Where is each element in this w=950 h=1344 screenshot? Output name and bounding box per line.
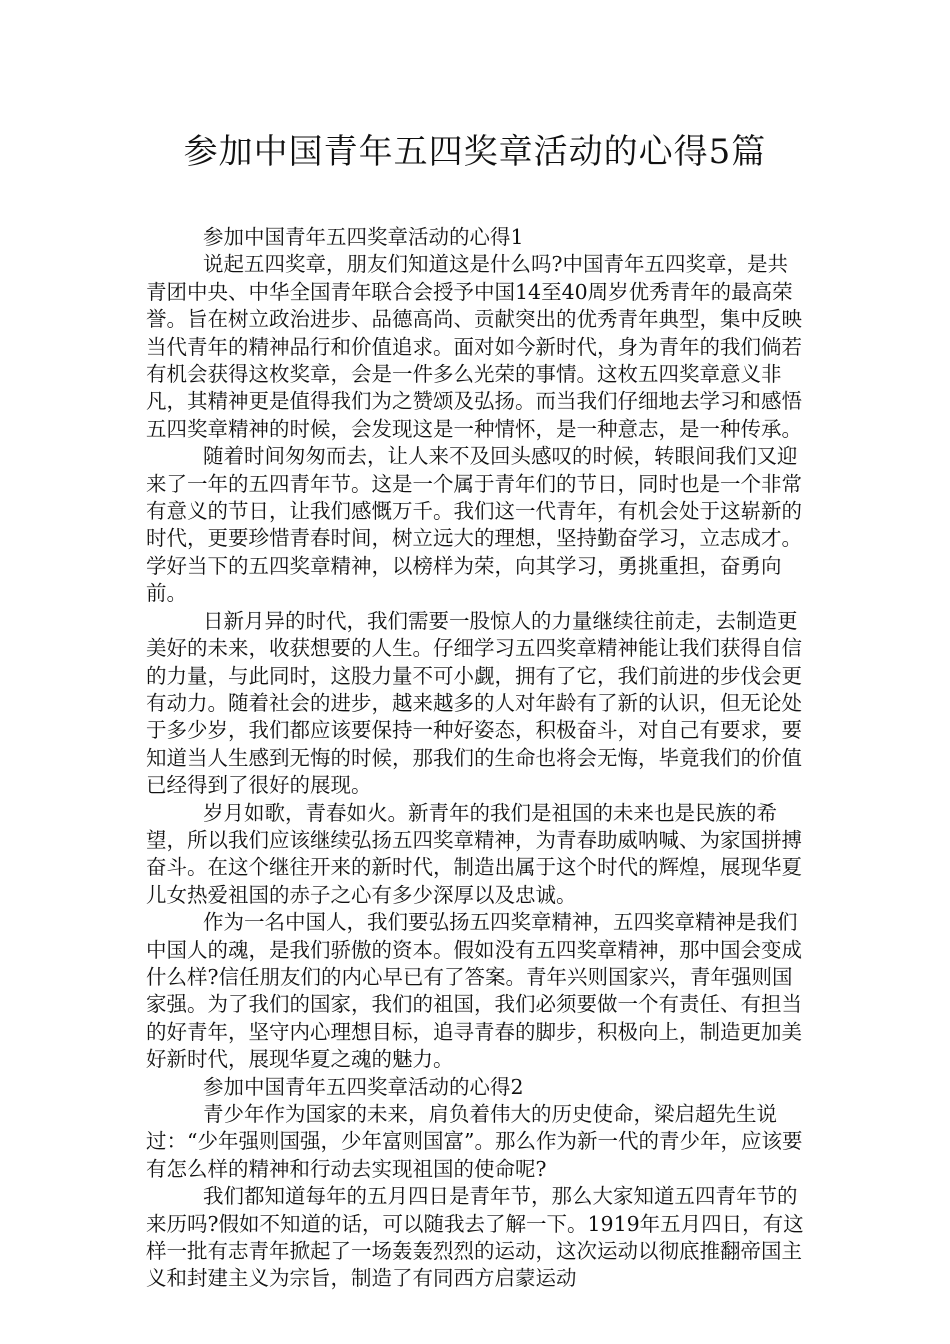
document-title: 参加中国青年五四奖章活动的心得5篇 [183, 132, 767, 172]
paragraph: 作为一名中国人，我们要弘扬五四奖章精神，五四奖章精神是我们中国人的魂，是我们骄傲的资本。假如没有五四奖章精神，那中国会变成什么样?信任朋友们的内心早已有了答案。青年兴则国家兴，青年强则国家强。为了我们的国家，我们的祖国，我们必须要做一个有责任、有担当的好青年，坚守内心理想目标，追寻青春的脚步，积极向上，制造更加美好新时代，展现华夏之魂的魅力。 [146, 910, 802, 1072]
paragraph: 说起五四奖章，朋友们知道这是什么吗?中国青年五四奖章，是共青团中央、中华全国青年联合会授予中国14至40周岁优秀青年的最高荣誉。旨在树立政治进步、品德高尚、贡献突出的优秀青年典型，集中反映当代青年的精神品行和价值追求。面对如今新时代，身为青年的我们倘若有机会获得这枚奖章，会是一件多么光荣的事情。这枚五四奖章意义非凡，其精神更是值得我们为之赞颂及弘扬。而当我们仔细地去学习和感悟五四奖章精神的时候，会发现这是一种情怀，是一种意志，是一种传承。 [146, 252, 802, 441]
paragraph: 岁月如歌，青春如火。新青年的我们是祖国的未来也是民族的希望，所以我们应该继续弘扬五四奖章精神，为青春助威呐喊、为家国拼搏奋斗。在这个继往开来的新时代，制造出属于这个时代的辉煌，展现华夏儿女热爱祖国的赤子之心有多少深厚以及忠诚。 [146, 800, 802, 907]
section-heading-2: 参加中国青年五四奖章活动的心得2 [203, 1074, 524, 1099]
section-heading-1: 参加中国青年五四奖章活动的心得1 [203, 225, 524, 249]
document-body [146, 224, 806, 1293]
paragraph: 青少年作为国家的未来，肩负着伟大的历史使命，梁启超先生说过：“少年强则国强，少年富则国富”。那么作为新一代的青少年，应该要有怎么样的精神和行动去实现祖国的使命呢? [146, 1102, 803, 1181]
paragraph: 日新月异的时代，我们需要一股惊人的力量继续往前走，去制造更美好的未来，收获想要的人生。仔细学习五四奖章精神能让我们获得自信的力量，与此同时，这股力量不可小觑，拥有了它，我们前进的步伐会更有动力。随着社会的进步，越来越多的人对年龄有了新的认识，但无论处于多少岁，我们都应该要保持一种好姿态，积极奋斗，对自己有要求，要知道当人生感到无悔的时候，那我们的生命也将会无悔，毕竟我们的价值已经得到了很好的展现。 [146, 608, 802, 798]
paragraph: 我们都知道每年的五月四日是青年节，那么大家知道五四青年节的来历吗?假如不知道的话，可以随我去了解一下。1919年五月四日，有这样一批有志青年掀起了一场轰轰烈烈的运动，这次运动以彻底推翻帝国主义和封建主义为宗旨，制造了有同西方启蒙运动 [146, 1184, 804, 1291]
paragraph: 随着时间匆匆而去，让人来不及回头感叹的时候，转眼间我们又迎来了一年的五四青年节。这是一个属于青年们的节日，同时也是一个非常有意义的节日，让我们感慨万千。我们这一代青年，有机会处于这崭新的时代，更要珍惜青春时间，树立远大的理想，坚持勤奋学习，立志成才。学好当下的五四奖章精神，以榜样为荣，向其学习，勇挑重担，奋勇向前。 [146, 444, 802, 606]
